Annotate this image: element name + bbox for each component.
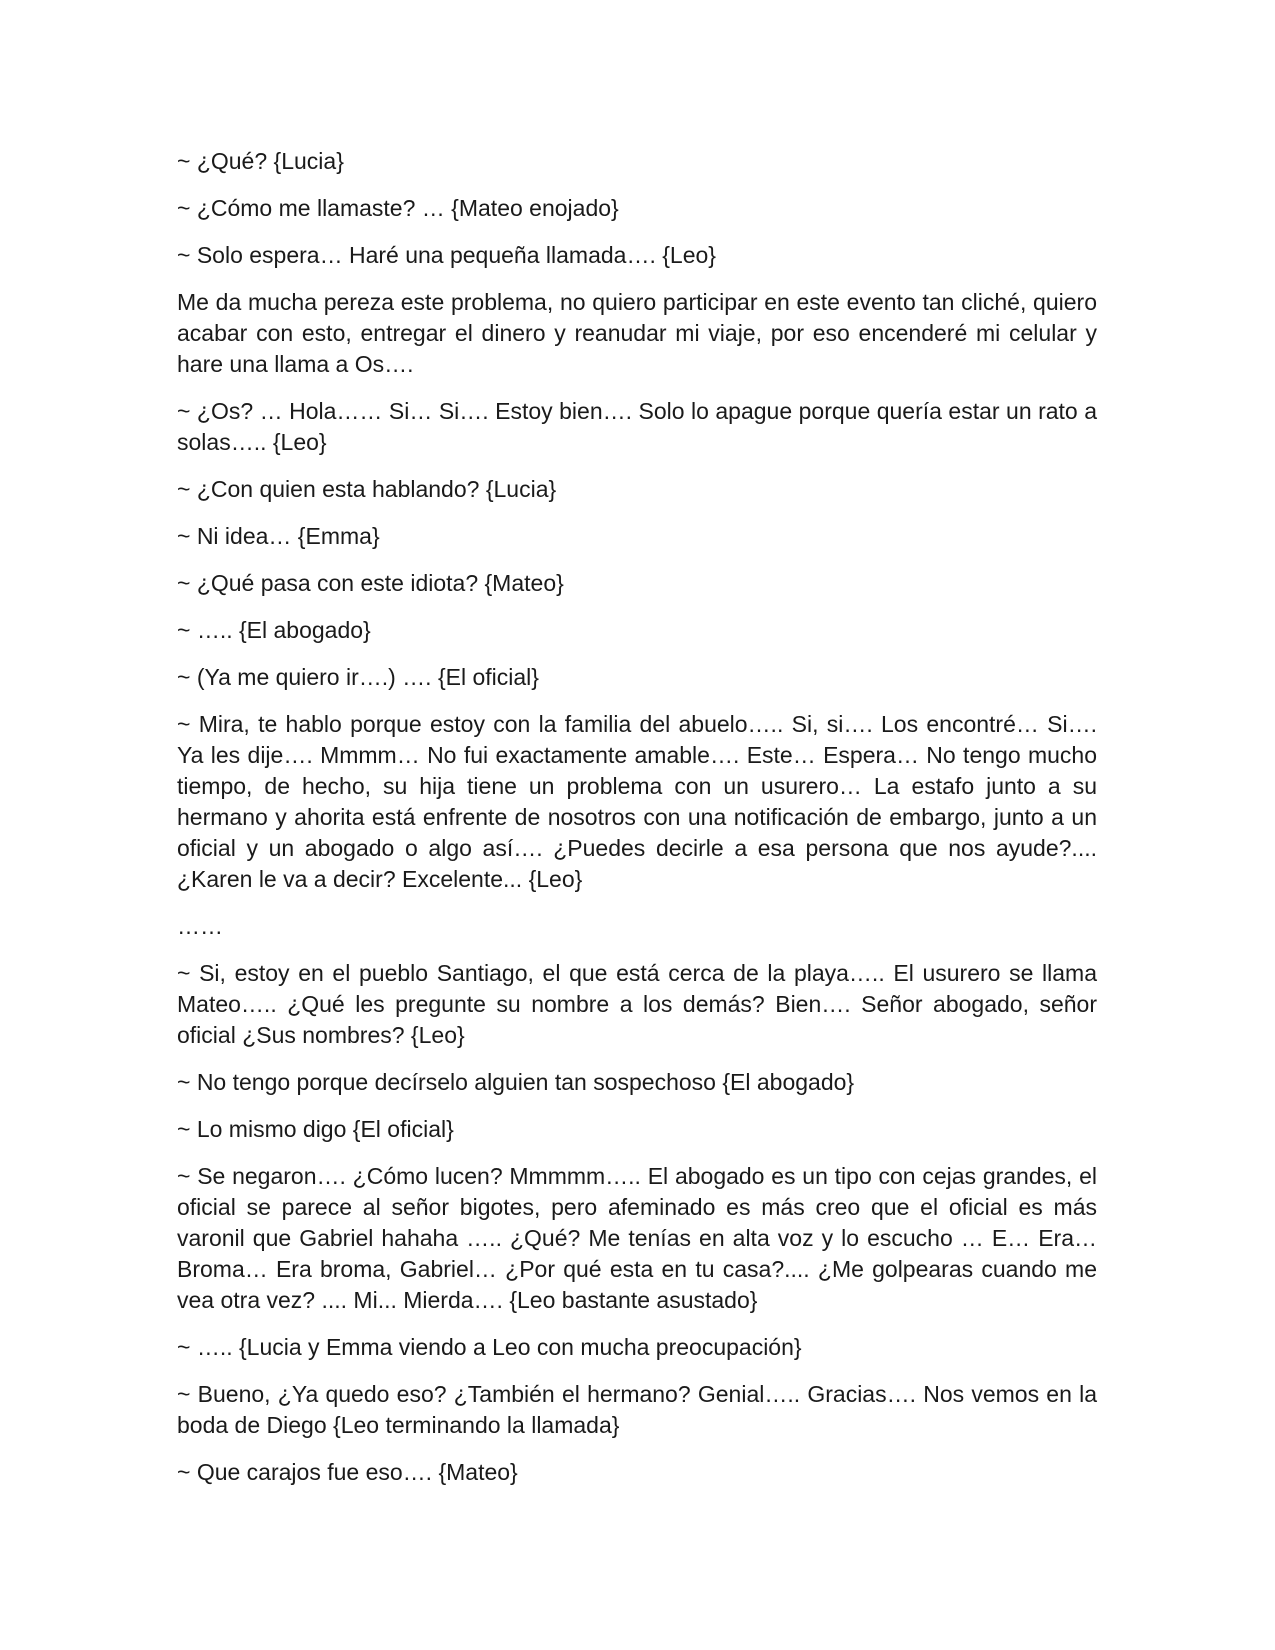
paragraph-dialogue-emma: ~ Ni idea… {Emma}	[177, 523, 380, 549]
document-body	[177, 146, 1097, 1504]
paragraph-dialogue-mateo-idiota: ~ ¿Qué pasa con este idiota? {Mateo}	[177, 570, 564, 596]
paragraph-dialogue-mateo-enojado: ~ ¿Cómo me llamaste? … {Mateo enojado}	[177, 195, 619, 221]
paragraph-dialogue-abogado: ~ ….. {El abogado}	[177, 617, 371, 643]
paragraph-dialogue-leo-bueno: ~ Bueno, ¿Ya quedo eso? ¿También el hermano? Genial….. Gracias…. Nos vemos en la boda de Diego {Leo terminando la llamada}	[177, 1381, 1097, 1438]
paragraph-dialogue-abogado-sospechoso: ~ No tengo porque decírselo alguien tan sospechoso {El abogado}	[177, 1069, 855, 1095]
paragraph-dialogue-leo-santiago: ~ Si, estoy en el pueblo Santiago, el que está cerca de la playa….. El usurero se llama Mateo….. ¿Qué les pregunte su nombre a los demás? Bien…. Señor abogado, señor oficial ¿Sus nombres? {Leo}	[177, 960, 1097, 1048]
paragraph-dialogue-leo-os: ~ ¿Os? … Hola…… Si… Si…. Estoy bien…. Solo lo apague porque quería estar un rato a solas….. {Leo}	[177, 398, 1097, 455]
paragraph-dialogue-oficial: ~ (Ya me quiero ir….) …. {El oficial}	[177, 664, 539, 690]
paragraph-dialogue-leo-llamada: ~ Solo espera… Haré una pequeña llamada…. {Leo}	[177, 242, 716, 268]
paragraph-dialogue-leo-negaron: ~ Se negaron…. ¿Cómo lucen? Mmmmm….. El abogado es un tipo con cejas grandes, el oficial se parece al señor bigotes, pero afeminado es más creo que el oficial es más varonil que Gabriel hahaha ….. ¿Qué? Me tenías en alta voz y lo escucho … E… Era… Broma… Era broma, Gabriel… ¿Por qué esta en tu casa?.... ¿Me golpearas cuando me vea otra vez? .... Mi... Mierda…. {Leo bastante asustado}	[177, 1163, 1097, 1313]
paragraph-dialogue-lucia-emma: ~ ….. {Lucia y Emma viendo a Leo con mucha preocupación}	[177, 1334, 802, 1360]
paragraph-dialogue-oficial-mismo: ~ Lo mismo digo {El oficial}	[177, 1116, 454, 1142]
paragraph-narration: Me da mucha pereza este problema, no quiero participar en este evento tan cliché, quiero acabar con esto, entregar el dinero y reanudar mi viaje, por eso encenderé mi celular y hare una llama a Os….	[177, 289, 1097, 377]
paragraph-ellipsis: ……	[177, 913, 223, 939]
paragraph-dialogue-mateo-carajos: ~ Que carajos fue eso…. {Mateo}	[177, 1459, 518, 1485]
paragraph-dialogue-lucia-quien: ~ ¿Con quien esta hablando? {Lucia}	[177, 476, 557, 502]
paragraph-dialogue-lucia-que: ~ ¿Qué? {Lucia}	[177, 148, 344, 174]
paragraph-dialogue-leo-mira: ~ Mira, te hablo porque estoy con la familia del abuelo….. Si, si…. Los encontré… Si…. Ya les dije…. Mmmm… No fui exactamente amable…. Este… Espera… No tengo mucho tiempo, de hecho, su hija tiene un problema con un usurero… La estafo junto a su hermano y ahorita está enfrente de nosotros con una notificación de embargo, junto a un oficial y un abogado o algo así…. ¿Puedes decirle a esa persona que nos ayude?.... ¿Karen le va a decir? Excelente... {Leo}	[177, 711, 1097, 892]
